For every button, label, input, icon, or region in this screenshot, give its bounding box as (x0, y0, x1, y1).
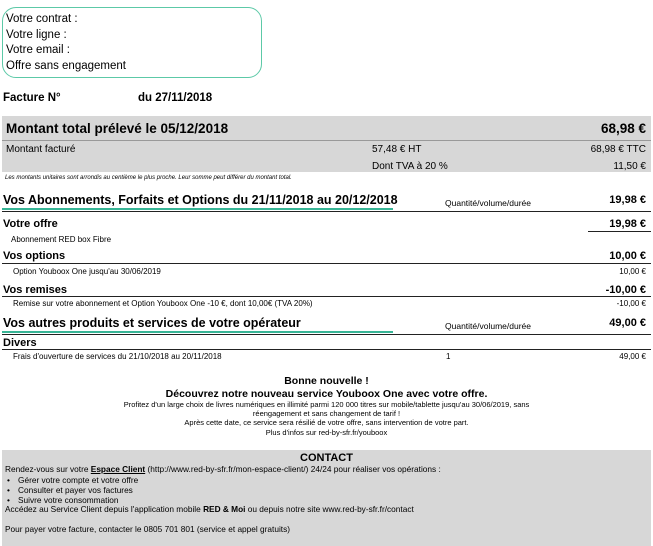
bullet-text: Suivre votre consommation (18, 495, 119, 505)
espace-client-link[interactable]: Espace Client (90, 464, 146, 474)
subscriptions-amount: 19,98 € (609, 194, 646, 206)
options-item: Option Youboox One jusqu'au 30/06/2019 (13, 267, 161, 276)
line-label: Votre ligne : (6, 28, 67, 41)
bullet-text: Consulter et payer vos factures (18, 485, 133, 495)
contract-info-box (2, 7, 262, 78)
misc-qty: 1 (446, 352, 451, 361)
invoice-number-label: Facture N° (3, 92, 61, 104)
discounts-item-amount: -10,00 € (616, 299, 646, 308)
promo-title: Bonne nouvelle ! (284, 375, 369, 387)
rounding-note: Les montants unitaires sont arrondis au centième le plus proche. Leur somme peut différer du montant total. (5, 175, 292, 181)
offer-label: Offre sans engagement (6, 59, 126, 72)
contact-title: CONTACT (300, 452, 353, 464)
other-products-title: Vos autres produits et services de votre opérateur (3, 316, 301, 330)
subscriptions-qty-header: Quantité/volume/durée (445, 198, 531, 208)
contact-intro-text: Rendez-vous sur votre (5, 464, 91, 474)
contact-intro-url: (http://www.red-by-sfr.fr/mon-espace-client/) 24/24 pour réaliser vos opérations : (145, 464, 441, 474)
contract-label: Votre contrat : (6, 13, 78, 25)
options-title: Vos options (3, 250, 66, 262)
subscriptions-title: Vos Abonnements, Forfaits et Options du 21/11/2018 au 20/12/2018 (3, 193, 398, 207)
offer-item: Abonnement RED box Fibre (11, 235, 112, 244)
app-site: ou depuis notre site www.red-by-sfr.fr/contact (245, 504, 414, 514)
email-label: Votre email : (6, 44, 70, 56)
discounts-title: Vos remises (3, 284, 68, 296)
promo-line: Profitez d'un large choix de livres numériques en illimité parmi 120 000 titres sur mobile/tablette jusqu'au 30/06/2019, sans (123, 400, 530, 409)
billed-label: Montant facturé (6, 144, 76, 155)
tva-label: Dont TVA à 20 % (372, 161, 448, 172)
other-amount: 49,00 € (609, 317, 646, 329)
section-underline (2, 331, 393, 333)
misc-item: Frais d'ouverture de services du 21/10/2018 au 20/11/2018 (13, 352, 222, 361)
contact-bullet (9, 475, 138, 485)
billed-ht: 57,48 € HT (372, 144, 422, 155)
divider (2, 211, 651, 212)
discounts-amount: -10,00 € (605, 284, 646, 296)
divider (2, 296, 651, 297)
total-amount: 68,98 € (600, 121, 646, 136)
contact-bullet (9, 485, 133, 495)
app-text: Accédez au Service Client depuis l'application mobile (5, 504, 204, 514)
invoice-date: du 27/11/2018 (138, 92, 213, 104)
app-name: RED & Moi (203, 504, 246, 514)
discounts-item: Remise sur votre abonnement et Option Youboox One -10 €, dont 10,00€ (TVA 20%) (13, 299, 313, 308)
billed-ttc: 68,98 € TTC (590, 144, 646, 155)
divider (588, 231, 651, 232)
options-amount: 10,00 € (609, 250, 646, 262)
divider (2, 140, 651, 141)
divider (2, 334, 651, 335)
divider (2, 263, 651, 264)
promo-link-line: Plus d'infos sur red-by-sfr.fr/youboox (265, 428, 388, 437)
contact-intro (5, 464, 441, 475)
bullet-text: Gérer votre compte et votre offre (18, 475, 139, 485)
contact-app-line (5, 504, 414, 515)
promo-headline: Découvrez notre nouveau service Youboox One avec votre offre. (165, 388, 488, 400)
offer-amount: 19,98 € (609, 218, 646, 230)
misc-title: Divers (3, 337, 37, 349)
tva-amount: 11,50 € (613, 161, 646, 172)
options-item-amount: 10,00 € (619, 267, 646, 276)
other-qty-header: Quantité/volume/durée (445, 321, 531, 331)
misc-item-amount: 49,00 € (619, 352, 646, 361)
offer-title: Votre offre (3, 218, 58, 230)
contact-pay-line: Pour payer votre facture, contacter le 0805 701 801 (service et appel gratuits) (5, 524, 291, 534)
total-title: Montant total prélevé le 05/12/2018 (6, 121, 229, 136)
divider (2, 349, 651, 350)
promo-line: réengagement et sans changement de tarif ! (252, 409, 401, 418)
promo-line: Après cette date, ce service sera résilié de votre offre, sans intervention de votre part. (184, 418, 469, 427)
section-underline (2, 208, 393, 210)
